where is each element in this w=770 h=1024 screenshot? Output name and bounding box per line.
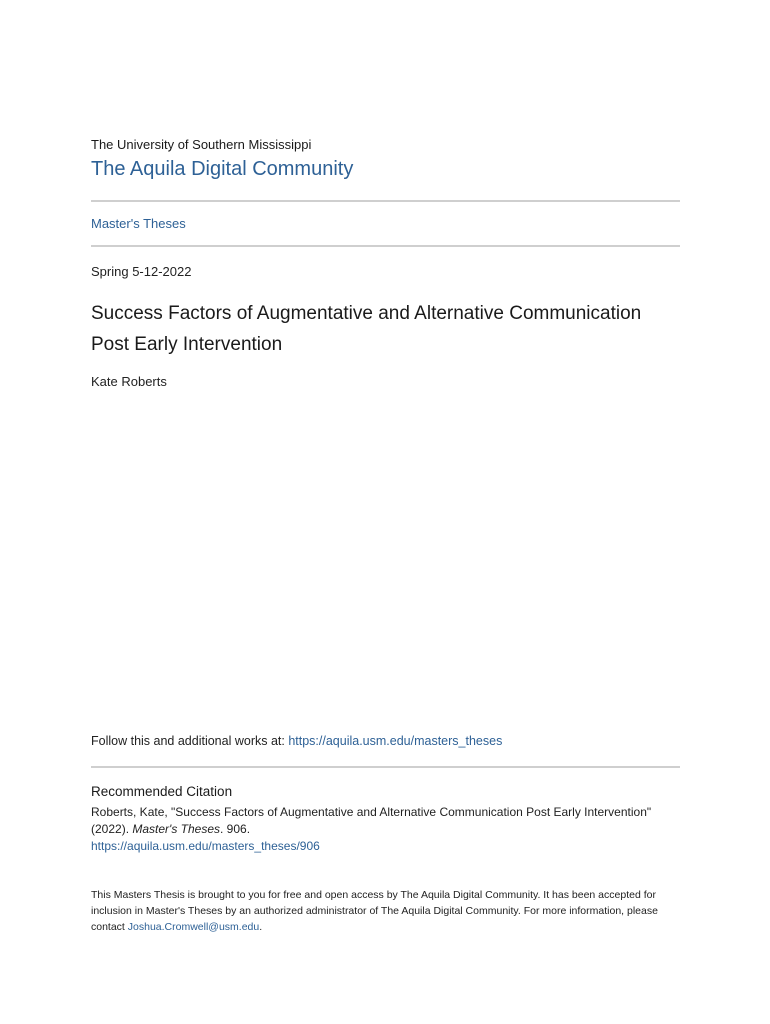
publication-date: Spring 5-12-2022	[91, 264, 192, 279]
footer-text: This Masters Thesis is brought to you for free and open access by The Aquila Digital Community. It has been accepted for inclusion in Master's Theses by an authorized administrator of The Aquila Digital Community. For more information, please contact	[91, 889, 658, 933]
citation-series: Master's Theses	[132, 822, 221, 836]
citation-heading: Recommended Citation	[91, 784, 233, 799]
citation-text: Roberts, Kate, "Success Factors of Augmentative and Alternative Communication Post Early Intervention" (2022).	[91, 805, 652, 836]
divider	[91, 245, 680, 247]
footer-notice	[91, 887, 680, 935]
contact-email-link[interactable]: Joshua.Cromwell@usm.edu	[127, 921, 260, 933]
divider	[91, 200, 680, 202]
follow-prefix: Follow this and additional works at:	[91, 734, 289, 748]
cover-page	[91, 0, 680, 1024]
footer-end: .	[259, 921, 263, 933]
follow-line	[91, 734, 502, 748]
citation-number: . 906.	[220, 822, 251, 836]
divider	[91, 766, 680, 768]
citation-url-link[interactable]: https://aquila.usm.edu/masters_theses/906	[91, 839, 320, 853]
follow-url-link[interactable]: https://aquila.usm.edu/masters_theses	[288, 734, 503, 748]
community-link[interactable]: The Aquila Digital Community	[91, 158, 354, 180]
series-link[interactable]: Master's Theses	[91, 216, 186, 231]
thesis-title-line-1: Success Factors of Augmentative and Alternative Communication	[91, 303, 642, 324]
citation-block	[91, 804, 686, 855]
author-name: Kate Roberts	[91, 374, 167, 389]
university-name: The University of Southern Mississippi	[91, 137, 312, 152]
thesis-title-line-2: Post Early Intervention	[91, 334, 283, 355]
thesis-title	[91, 298, 691, 360]
